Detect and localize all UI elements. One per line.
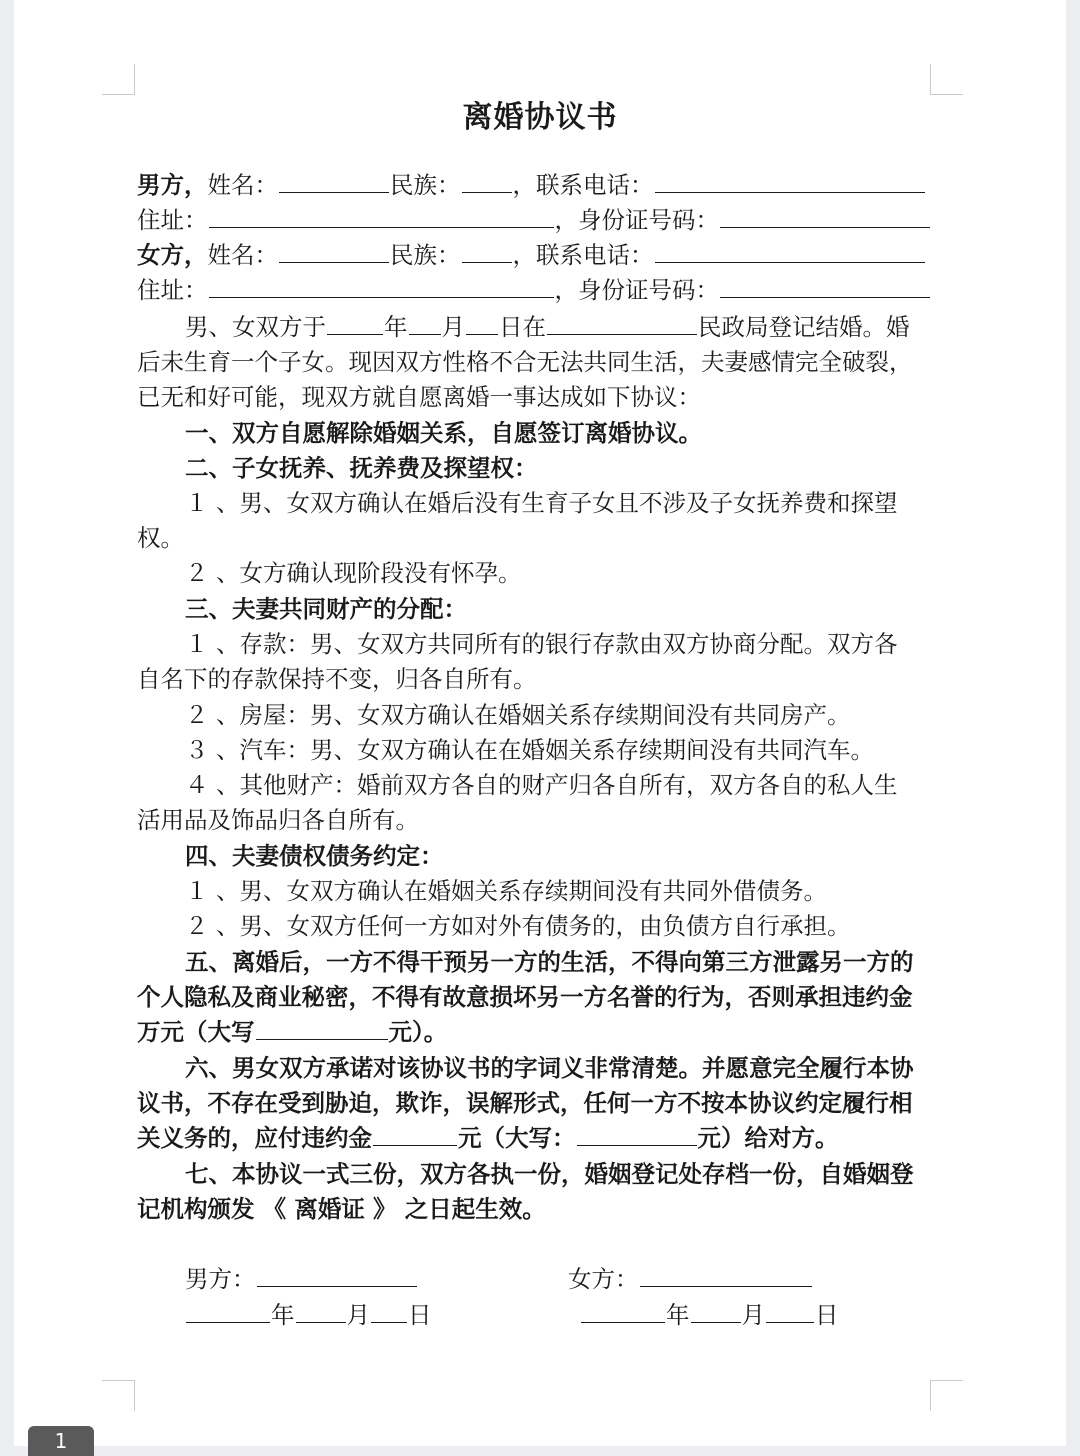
compensation-words-blank[interactable] [577,1121,697,1146]
crop-mark-top-left [102,64,135,95]
clause-1: 一、双方自愿解除婚姻关系，自愿签订离婚协议。 [185,419,702,447]
clause-3-3: ３ 、汽车：男、女双方确认在在婚姻关系存续期间没有共同汽车。 [185,736,874,764]
clause-5-line-1: 五、离婚后，一方不得干预另一方的生活，不得向第三方泄露另一方的 [185,948,914,976]
male-ethnicity-blank[interactable] [462,168,512,193]
male-date-line [185,1298,432,1333]
male-signature-blank[interactable] [257,1262,417,1287]
year-label: 年 [384,313,408,341]
male-date-month-blank[interactable] [296,1298,346,1323]
female-month-label: 月 [741,1301,765,1329]
clause-4-1: １ 、男、女双方确认在婚姻关系存续期间没有共同外借债务。 [185,877,827,905]
document-title: 离婚协议书 [462,100,618,135]
female-ethnicity-blank[interactable] [462,238,512,263]
clause-3-4-line-1: ４ 、其他财产：婚前双方各自的财产归各自所有，双方各自的私人生 [185,771,898,799]
female-year-label: 年 [666,1301,690,1329]
male-name-label: 姓名： [207,171,278,199]
female-address-blank[interactable] [209,273,554,298]
intro-text: 男、女双方于 [185,313,326,341]
male-month-label: 月 [346,1301,370,1329]
compensation-prefix: 关义务的，应付违约金 [137,1124,372,1152]
male-address-blank[interactable] [209,203,554,228]
crop-mark-bottom-right [930,1380,963,1411]
female-date-year-blank[interactable] [581,1298,665,1323]
intro-line-3: 已无和好可能，现双方就自愿离婚一事达成如下协议： [137,383,701,411]
male-label: 男方， [137,171,208,199]
month-label: 月 [441,313,465,341]
male-address-line [137,203,931,238]
compensation-suffix: 元）给对方。 [697,1124,839,1152]
clause-3-4-line-2: 活用品及饰品归各自所有。 [137,806,419,834]
crop-mark-top-right [930,64,963,95]
male-info-line [137,168,926,203]
compensation-amount-blank[interactable] [373,1121,457,1146]
male-phone-label: ，联系电话： [512,171,654,199]
page-number-tab[interactable]: 1 [28,1426,94,1456]
marriage-month-blank[interactable] [409,310,441,335]
clause-3-heading: 三、夫妻共同财产的分配： [185,595,467,623]
intro-line-2: 后未生育一个子女。现因双方性格不合无法共同生活，夫妻感情完全破裂， [137,348,913,376]
female-ethnicity-label: 民族： [390,241,461,269]
female-name-label: 姓名： [207,241,278,269]
bureau-blank[interactable] [547,310,697,335]
clause-7-line-1: 七、本协议一式三份，双方各执一份，婚姻登记处存档一份，自婚姻登 [185,1160,914,1188]
female-phone-label: ，联系电话： [512,241,654,269]
female-day-label: 日 [815,1301,839,1329]
female-date-month-blank[interactable] [691,1298,741,1323]
male-address-label: 住址： [137,206,208,234]
penalty-amount-blank[interactable] [256,1015,388,1040]
female-name-blank[interactable] [279,238,389,263]
female-address-line [137,273,931,308]
male-signature-line [185,1262,418,1297]
male-id-label: ，身份证号码： [554,206,719,234]
compensation-middle: 元（大写： [458,1124,576,1152]
female-id-blank[interactable] [720,273,930,298]
clause-6-line-2: 议书，不存在受到胁迫，欺诈，误解形式，任何一方不按本协议约定履行相 [137,1089,913,1117]
clause-2-2: ２ 、女方确认现阶段没有怀孕。 [185,559,522,587]
male-year-label: 年 [271,1301,295,1329]
male-date-day-blank[interactable] [371,1298,407,1323]
clause-4-heading: 四、夫妻债权债务约定： [185,842,444,870]
female-signature-line [568,1262,813,1297]
day-label: 日在 [499,313,546,341]
male-day-label: 日 [408,1301,432,1329]
bureau-text: 民政局登记结婚。婚 [698,313,910,341]
female-date-day-blank[interactable] [766,1298,814,1323]
female-phone-blank[interactable] [655,238,925,263]
clause-6-line-3 [137,1121,839,1156]
male-id-blank[interactable] [720,203,930,228]
clause-2-1-line-2: 权。 [137,524,184,552]
penalty-prefix: 万元（大写 [137,1018,255,1046]
clause-3-2: ２ 、房屋：男、女双方确认在婚姻关系存续期间没有共同房产。 [185,701,851,729]
male-signature-label: 男方： [185,1265,256,1293]
penalty-suffix: 元）。 [388,1018,448,1046]
female-signature-label: 女方： [568,1265,639,1293]
female-address-label: 住址： [137,276,208,304]
crop-mark-bottom-left [102,1380,135,1411]
female-label: 女方， [137,241,208,269]
clause-5-line-3 [137,1015,447,1050]
clause-5-line-2: 个人隐私及商业秘密，不得有故意损坏另一方名誉的行为，否则承担违约金 [137,983,913,1011]
marriage-year-blank[interactable] [327,310,383,335]
clause-2-heading: 二、子女抚养、抚养费及探望权： [185,454,538,482]
marriage-day-blank[interactable] [466,310,498,335]
clause-3-1-line-2: 自名下的存款保持不变，归各自所有。 [137,665,537,693]
clause-7-line-2: 记机构颁发 《 离婚证 》 之日起生效。 [137,1195,546,1223]
clause-3-1-line-1: １ 、存款：男、女双方共同所有的银行存款由双方协商分配。双方各 [185,630,898,658]
female-id-label: ，身份证号码： [554,276,719,304]
male-name-blank[interactable] [279,168,389,193]
female-info-line [137,238,926,273]
female-signature-blank[interactable] [640,1262,812,1287]
male-date-year-blank[interactable] [186,1298,270,1323]
clause-2-1-line-1: １ 、男、女双方确认在婚后没有生育子女且不涉及子女抚养费和探望 [185,489,898,517]
clause-6-line-1: 六、男女双方承诺对该协议书的字词义非常清楚。并愿意完全履行本协 [185,1054,914,1082]
intro-line-1 [185,310,910,345]
clause-4-2: ２ 、男、女双方任何一方如对外有债务的，由负债方自行承担。 [185,912,851,940]
female-date-line [580,1298,839,1333]
male-ethnicity-label: 民族： [390,171,461,199]
male-phone-blank[interactable] [655,168,925,193]
